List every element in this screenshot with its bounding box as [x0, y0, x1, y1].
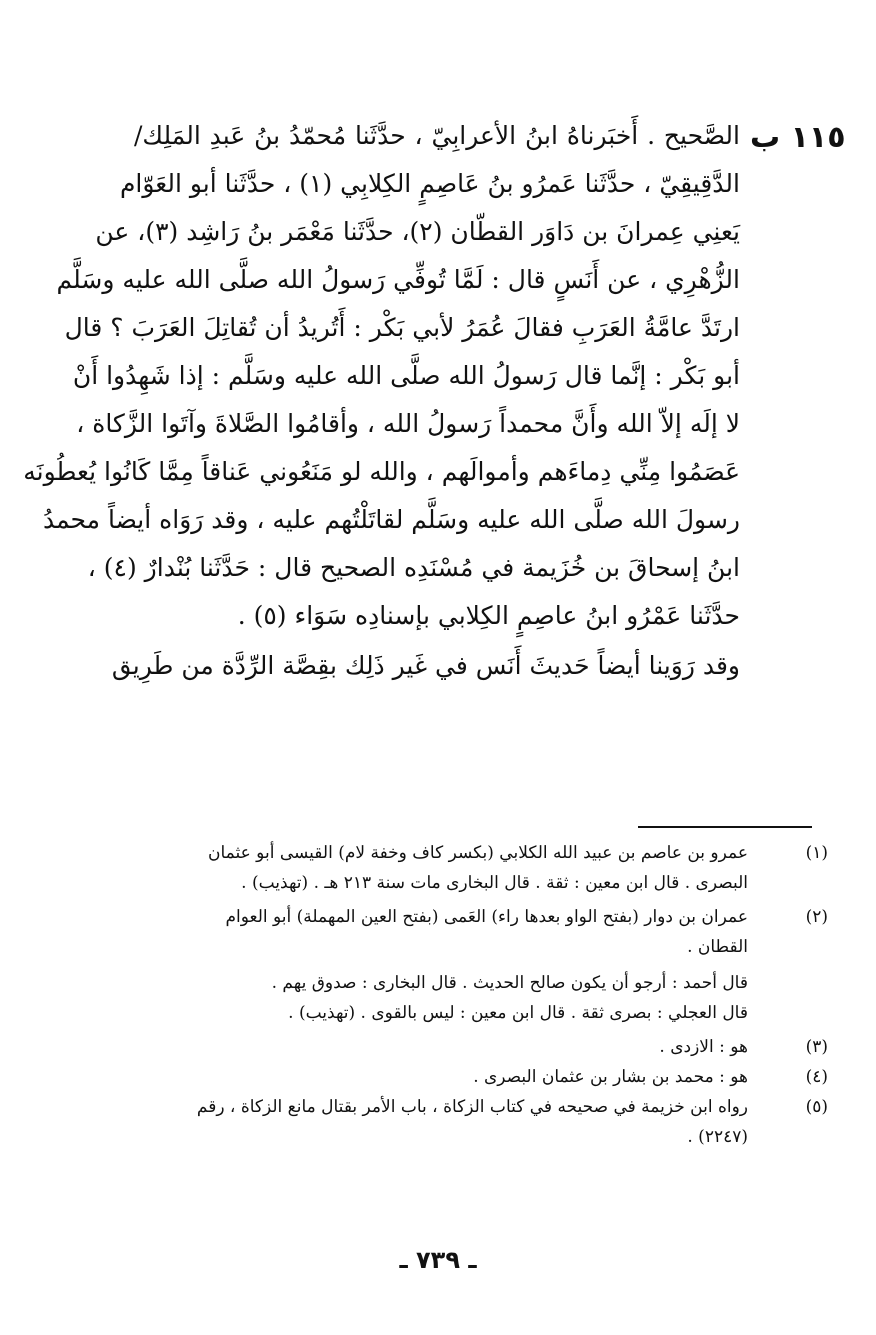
footnote	[148, 838, 828, 898]
main-text-line: الدَّقِيقِيّ ، حدَّثَنا عَمرُو بنُ عَاصِمٍ الكِلابِي (١) ، حدَّثَنا أبو العَوّام	[119, 169, 740, 198]
main-text-line: أبو بَكْر : إنَّما قال رَسولُ الله صلَّى الله عليه وسَلَّم : إذا شَهِدُوا أَنْ	[72, 361, 740, 390]
footnote-number: (٢)	[805, 907, 828, 927]
footnote	[148, 1062, 828, 1092]
footnotes-block	[148, 838, 828, 1152]
main-text-line: عَصَمُوا مِنِّي دِماءَهم وأموالَهم ، والله لو مَنَعُوني عَناقاً مِمَّا كَانُوا يُعطُونَه	[23, 457, 740, 486]
footnote-separator	[638, 826, 812, 828]
footnote-line: رواه ابن خزيمة في صحيحه في كتاب الزكاة ، باب الأمر بقتال مانع الزكاة ، رقم	[196, 1097, 748, 1117]
footnote-number: (٥)	[805, 1097, 828, 1117]
footnote-number: (٣)	[805, 1037, 828, 1057]
main-text-line: ارتَدَّ عامَّةُ العَرَبِ فقالَ عُمَرُ لأبي بَكْر : أَتُريدُ أن تُقاتِلَ العَرَبَ ؟ قال	[64, 313, 740, 342]
main-text-line: رسولَ الله صلَّى الله عليه وسَلَّم لقاتَلْتُهم عليه ، وقد رَوَاه أيضاً محمدُ	[42, 505, 740, 534]
footnote	[148, 902, 828, 962]
main-text-line: الصَّحيح . أَخبَرناهُ ابنُ الأعرابِيّ ، حدَّثَنا مُحمّدُ بنُ عَبدِ المَلِك/	[134, 121, 740, 150]
footnote	[148, 1032, 828, 1062]
footnote-line: القطان .	[687, 937, 748, 957]
main-text-line: حدَّثَنا عَمْرُو ابنُ عاصِمٍ الكِلابي بإسنادِه سَوَاء (٥) .	[237, 601, 740, 630]
main-text-block	[23, 112, 740, 690]
footnote	[148, 1092, 828, 1152]
main-text-line: يَعنِي عِمرانَ بن دَاوَر القطّان (٢)، حدَّثَنا مَعْمَر بنُ رَاشِد (٣)، عن	[95, 217, 740, 246]
footnote-line: (٢٢٤٧) .	[687, 1127, 748, 1147]
footnote-line: قال العجلي : بصرى ثقة . قال ابن معين : ليس بالقوى . (تهذيب) .	[288, 1003, 748, 1023]
main-text-line: وقد رَوَينا أيضاً حَديثَ أَنَس في غَير ذَلِك بقِصَّة الرِّدَّة من طَرِيق	[111, 651, 740, 680]
footnote-line: هو : محمد بن بشار بن عثمان البصرى .	[473, 1067, 748, 1087]
footnote-line: قال أحمد : أرجو أن يكون صالح الحديث . قال البخارى : صدوق يهم .	[271, 973, 748, 993]
footnote-number: (٤)	[805, 1067, 828, 1087]
manuscript-folio-marker: ١١٥ ب	[750, 120, 846, 155]
footnote-line: عمرو بن عاصم بن عبيد الله الكلابي (بكسر كاف وخفة لام) القيسى أبو عثمان	[208, 843, 748, 863]
main-text-line: ابنُ إسحاقَ بن خُزَيمة في مُسْنَدِه الصحيح قال : حَدَّثَنا بُنْدارٌ (٤) ،	[87, 553, 740, 582]
main-text-line: لا إلَه إلاّ الله وأَنَّ محمداً رَسولُ الله ، وأقامُوا الصَّلاةَ وآتَوا الزَّكاة ،	[76, 409, 740, 438]
footnote-line: عمران بن دوار (بفتح الواو بعدها راء) العَمى (بفتح العين المهملة) أبو العوام	[225, 907, 748, 927]
footnote-line: هو : الازدى .	[659, 1037, 748, 1057]
footnote-number: (١)	[805, 843, 828, 863]
main-text-line: الزُّهْرِي ، عن أَنَسٍ قال : لَمَّا تُوفِّي رَسولُ الله صلَّى الله عليه وسَلَّم	[56, 265, 740, 294]
page-number: ـ ٧٣٩ ـ	[399, 1246, 477, 1274]
footnote-line: البصرى . قال ابن معين : ثقة . قال البخارى مات سنة ٢١٣ هـ . (تهذيب) .	[241, 873, 748, 893]
footnote-continuation	[148, 968, 828, 1028]
